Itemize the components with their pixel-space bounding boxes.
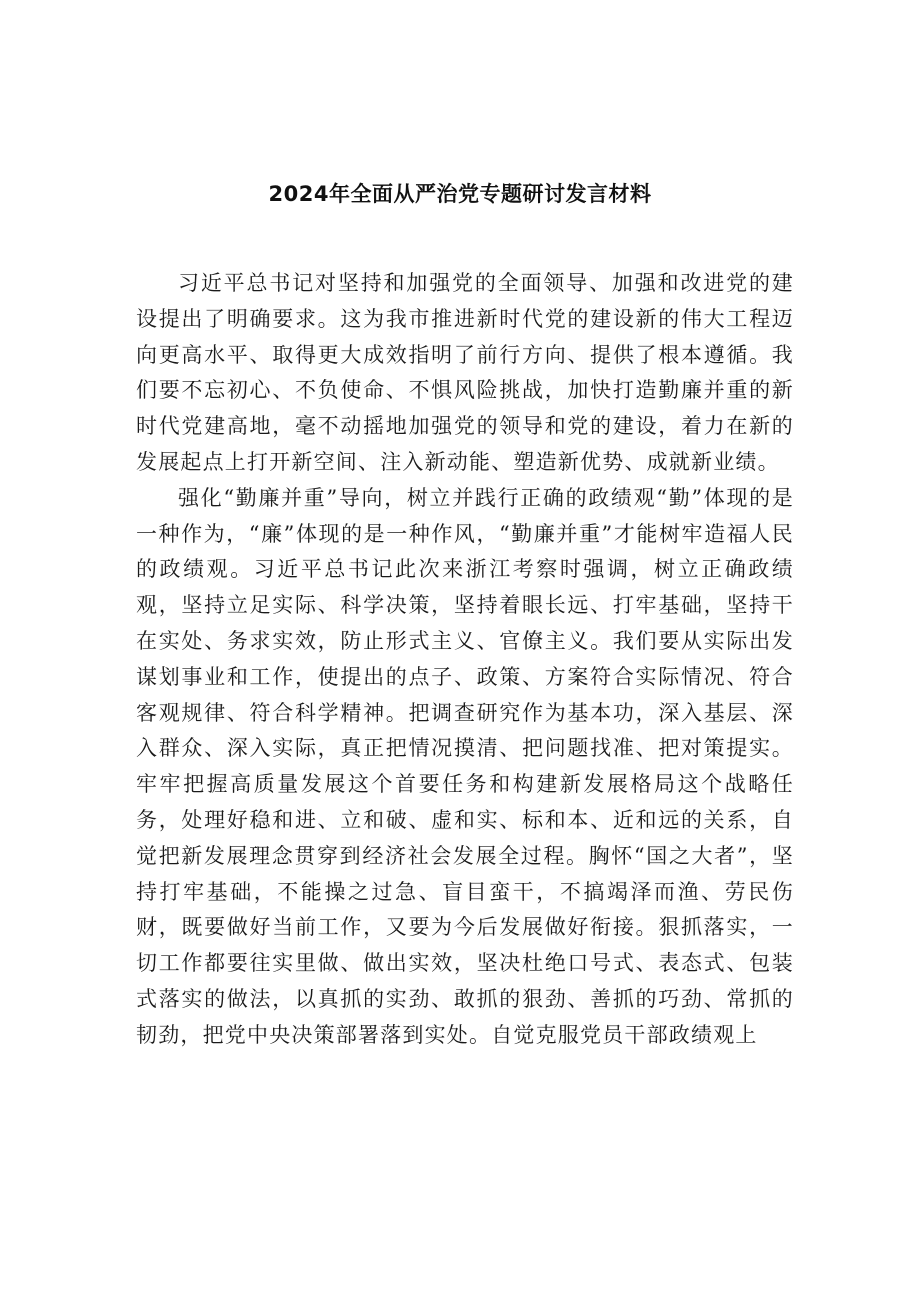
paragraph-intro: 习近平总书记对坚持和加强党的全面领导、加强和改进党的建设提出了明确要求。这为我市推进新时代党的建设新的伟大工程迈向更高水平、取得更大成效指明了前行方向、提供了根本遵循。我们要不忘初心、不负使命、不惧风险挑战，加快打造勤廉并重的新时代党建高地，毫不动摇地加强党的领导和党的建设，着力在新的发展起点上打开新空间、注入新动能、塑造新优势、成就新业绩。: [136, 271, 794, 474]
document-title: 2024年全面从严治党专题研讨发言材料: [268, 182, 652, 206]
paragraph-diligence-integrity: 强化“勤廉并重”导向，树立并践行正确的政绩观“勤”体现的是一种作为，“廉”体现的是一种作风，“勤廉并重”才能树牢造福人民的政绩观。习近平总书记此次来浙江考察时强调，树立正确政绩观，坚持立足实际、科学决策，坚持着眼长远、打牢基础，坚持干在实处、务求实效，防止形式主义、官僚主义。我们要从实际出发谋划事业和工作，使提出的点子、政策、方案符合实际情况、符合客观规律、符合科学精神。把调查研究作为基本功，深入基层、深入群众、深入实际，真正把情况摸清、把问题找准、把对策提实。牢牢把握高质量发展这个首要任务和构建新发展格局这个战略任务，处理好稳和进、立和破、虚和实、标和本、近和远的关系，自觉把新发展理念贯穿到经济社会发展全过程。胸怀“国之大者”，坚持打牢基础，不能操之过急、盲目蛮干，不搞竭泽而渔、劳民伤财，既要做好当前工作，又要为今后发展做好衔接。狠抓落实，一切工作都要往实里做、做出实效，坚决杜绝口号式、表态式、包装式落实的做法，以真抓的实劲、敢抓的狠劲、善抓的巧劲、常抓的韧劲，把党中央决策部署落到实处。自觉克服党员干部政绩观上: [136, 485, 794, 1047]
document-body: [136, 266, 794, 1054]
